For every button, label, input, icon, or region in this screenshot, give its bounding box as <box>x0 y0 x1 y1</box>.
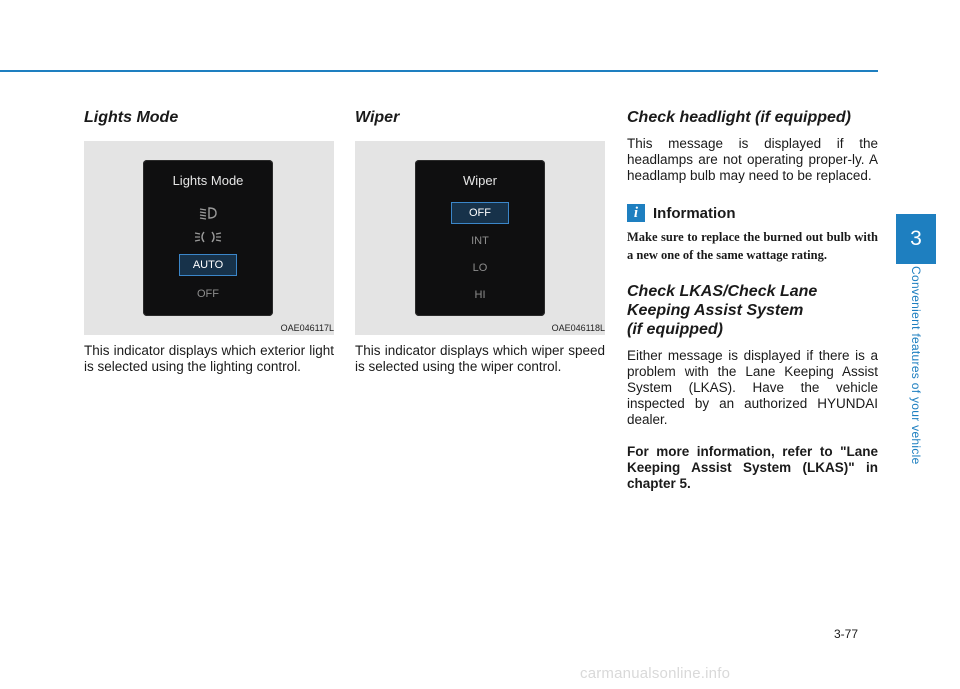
messages-section <box>627 108 878 492</box>
chapter-title: Convenient features of your vehicle <box>909 266 923 465</box>
lights-mode-figure <box>84 141 334 335</box>
information-text: Make sure to replace the burned out bulb with a new one of the same wattage rating. <box>627 230 878 262</box>
lights-mode-section <box>84 108 334 375</box>
top-rule <box>0 70 878 72</box>
lights-mode-screen-title: Lights Mode <box>172 173 244 188</box>
wiper-display <box>415 160 545 316</box>
wiper-body: This indicator displays which wiper speed is selected using the wiper control. <box>355 343 605 374</box>
lights-mode-body: This indicator displays which exterior light is selected using the lighting control. <box>84 343 334 374</box>
lights-mode-option-auto: AUTO <box>192 259 224 271</box>
wiper-screen-title: Wiper <box>463 173 497 188</box>
lights-mode-heading: Lights Mode <box>84 109 179 126</box>
figure-code: OAE046118L <box>551 323 605 333</box>
page-number: 3-77 <box>834 627 859 641</box>
wiper-option-hi: HI <box>474 289 486 301</box>
figure-code: OAE046117L <box>280 323 334 333</box>
check-lkas-heading-line1: Check LKAS/Check Lane <box>627 283 818 300</box>
watermark: carmanualsonline.info <box>580 665 731 682</box>
wiper-heading: Wiper <box>355 109 400 126</box>
info-icon: i <box>627 204 645 222</box>
information-header <box>627 204 878 222</box>
check-lkas-heading-line2: Keeping Assist System <box>627 302 804 319</box>
lkas-reference: For more information, refer to "Lane Keeping Assist System (LKAS)" in chapter 5. <box>627 444 878 491</box>
wiper-option-off: OFF <box>469 207 491 219</box>
check-headlight-body: This message is displayed if the headlamps are not operating proper-ly. A headlamp bulb may need to be replaced. <box>627 136 878 183</box>
check-lkas-heading-line3: (if equipped) <box>627 321 723 338</box>
check-lkas-body: Either message is displayed if there is a problem with the Lane Keeping Assist System (LKAS). Have the vehicle inspected by an authorized HYUNDAI dealer. <box>627 348 878 427</box>
check-lkas-heading <box>627 282 878 339</box>
wiper-section <box>355 108 605 375</box>
wiper-option-lo: LO <box>472 262 488 274</box>
information-title: Information <box>653 204 736 222</box>
chapter-tab: 3 <box>896 214 936 264</box>
check-headlight-heading: Check headlight (if equipped) <box>627 109 852 126</box>
position-lamp-icon <box>143 229 273 245</box>
wiper-figure <box>355 141 605 335</box>
lights-mode-option-off: OFF <box>197 288 219 300</box>
lights-mode-display <box>143 160 273 316</box>
headlamp-icon <box>143 205 273 221</box>
wiper-option-int: INT <box>471 235 489 247</box>
